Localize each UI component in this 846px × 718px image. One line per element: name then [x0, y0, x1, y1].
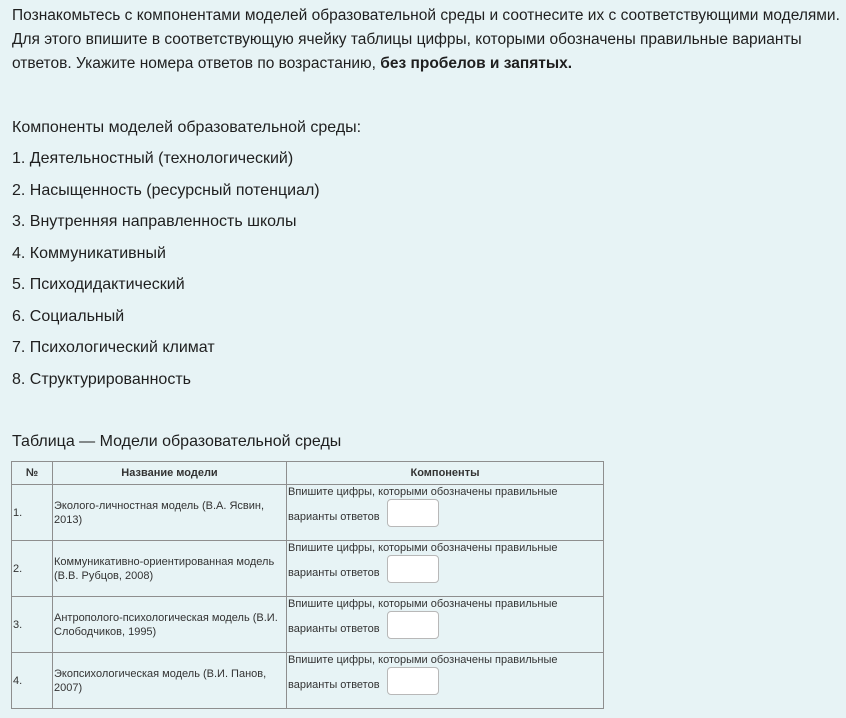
- header-model-name: Название модели: [53, 462, 287, 485]
- answer-input-3[interactable]: [387, 611, 439, 639]
- answer-input-4[interactable]: [387, 667, 439, 695]
- task-instructions-text: Познакомьтесь с компонентами моделей образовательной среды и соотнесите их с соответствующими моделями. Для этого впишите в соответствующую ячейку таблицы цифры, которыми обозначены правильные варианты ответов. Укажите номера ответов по возрастанию,: [12, 7, 840, 72]
- answer-input-1[interactable]: [387, 499, 439, 527]
- model-name: Коммуникативно-ориентированная модель (В.В. Рубцов, 2008): [53, 541, 287, 597]
- header-components: Компоненты: [287, 462, 604, 485]
- component-item: 3. Внутренняя направленность школы: [12, 213, 297, 230]
- model-name: Эколого-личностная модель (В.А. Ясвин, 2013): [53, 485, 287, 541]
- answer-input-2[interactable]: [387, 555, 439, 583]
- component-item: 5. Психодидактический: [12, 276, 185, 293]
- component-item: 4. Коммуникативный: [12, 244, 166, 262]
- component-item: 8. Структурированность: [12, 370, 191, 388]
- table-row: [12, 485, 604, 541]
- answer-hint: варианты ответов: [288, 567, 380, 579]
- table-row: [12, 541, 604, 597]
- models-table: [11, 461, 604, 709]
- header-number: №: [12, 462, 53, 485]
- row-number: 4.: [12, 653, 53, 709]
- answer-hint: варианты ответов: [288, 623, 380, 635]
- components-list-title: Компоненты моделей образовательной среды:: [12, 119, 362, 136]
- model-name: Экопсихологическая модель (В.И. Панов, 2007): [53, 653, 287, 709]
- components-list: [12, 147, 320, 399]
- task-instructions: [12, 4, 844, 76]
- components-cell: [287, 653, 604, 709]
- row-number: 3.: [12, 597, 53, 653]
- components-cell: [287, 597, 604, 653]
- answer-hint: Впишите цифры, которыми обозначены правильные: [288, 486, 558, 498]
- row-number: 2.: [12, 541, 53, 597]
- component-item: 7. Психологический климат: [12, 339, 215, 356]
- answer-hint: варианты ответов: [288, 679, 380, 691]
- model-name: Антрополого-психологическая модель (В.И. Слободчиков, 1995): [53, 597, 287, 653]
- component-item: 1. Деятельностный (технологический): [12, 150, 294, 167]
- components-cell: [287, 485, 604, 541]
- task-instructions-emphasis: без пробелов и запятых.: [380, 55, 573, 72]
- table-caption: Таблица — Модели образовательной среды: [12, 433, 342, 450]
- table-header-row: [12, 462, 604, 485]
- table-row: [12, 653, 604, 709]
- component-item: 6. Социальный: [12, 307, 125, 325]
- table-row: [12, 597, 604, 653]
- answer-hint: Впишите цифры, которыми обозначены правильные: [288, 654, 558, 666]
- answer-hint: Впишите цифры, которыми обозначены правильные: [288, 542, 558, 554]
- components-cell: [287, 541, 604, 597]
- answer-hint: Впишите цифры, которыми обозначены правильные: [288, 598, 558, 610]
- answer-hint: варианты ответов: [288, 511, 380, 523]
- row-number: 1.: [12, 485, 53, 541]
- component-item: 2. Насыщенность (ресурсный потенциал): [12, 181, 320, 199]
